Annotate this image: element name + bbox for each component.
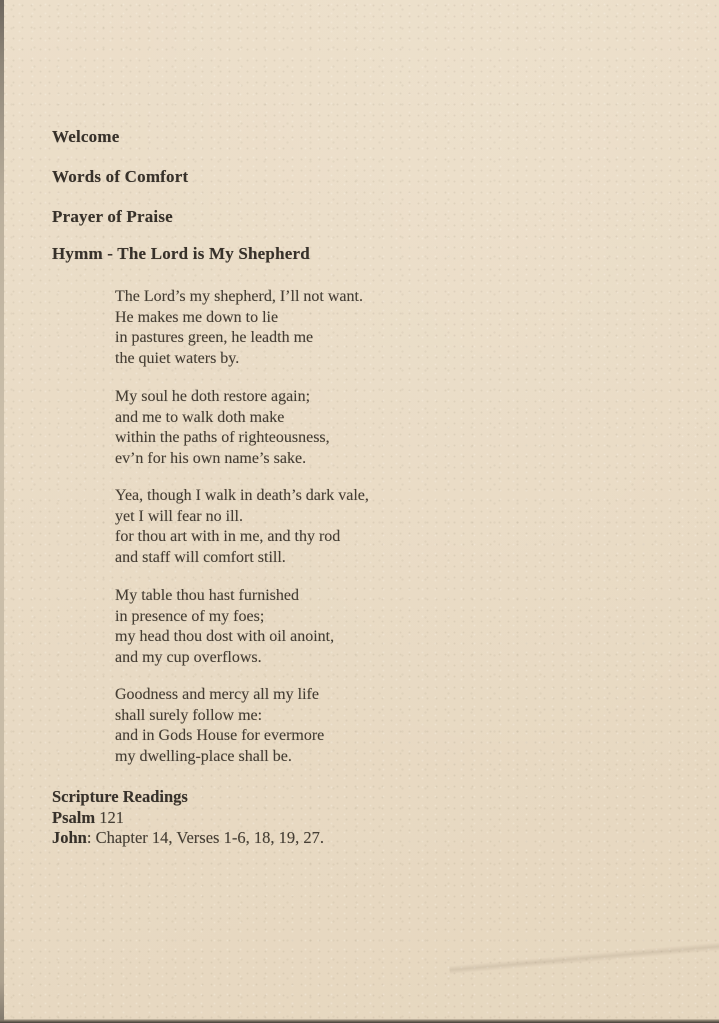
scripture-reading-psalm — [52, 808, 324, 829]
hymn-line: and my cup overflows. — [115, 648, 262, 666]
hymn-line: and me to walk doth make — [115, 408, 285, 426]
hymn-line: the quiet waters by. — [115, 349, 240, 367]
scripture-reference: : Chapter 14, Verses 1-6, 18, 19, 27. — [86, 828, 324, 848]
hymn-line: my dwelling-place shall be. — [115, 747, 292, 765]
hymn-heading: Hymm - The Lord is My Shepherd — [52, 244, 310, 263]
scripture-readings-heading: Scripture Readings — [52, 787, 188, 806]
hymn-line: in presence of my foes; — [115, 607, 265, 625]
hymn-line: The Lord’s my shepherd, I’ll not want. — [115, 288, 363, 305]
hymn-stanza-3 — [115, 486, 369, 568]
hymn-line: in pastures green, he leadth me — [115, 329, 314, 346]
hymn-line: and staff will comfort still. — [115, 548, 286, 566]
hymn-stanza-1 — [115, 287, 363, 369]
hymn-line: yet I will fear no ill. — [115, 507, 243, 525]
hymn-line: shall surely follow me: — [115, 706, 263, 724]
scan-edge-bottom — [0, 1019, 719, 1023]
hymn-line: He makes me down to lie — [115, 308, 279, 326]
hymn-line: within the paths of righteousness, — [115, 429, 330, 446]
hymn-line: ev’n for his own name’s sake. — [115, 449, 307, 467]
scripture-book-label: John — [52, 828, 87, 848]
order-item-prayer-of-praise: Prayer of Praise — [52, 207, 173, 226]
scan-edge-left — [0, 0, 4, 1023]
hymn-line: My soul he doth restore again; — [115, 388, 311, 405]
hymn-line: for thou art with in me, and thy rod — [115, 528, 341, 545]
scripture-readings-section — [52, 787, 324, 849]
scripture-book-label: Psalm — [52, 807, 96, 827]
hymn-stanza-5 — [115, 685, 324, 767]
order-item-words-of-comfort: Words of Comfort — [52, 167, 189, 186]
scripture-reference: 121 — [95, 807, 124, 827]
scripture-reading-john — [52, 828, 324, 849]
hymn-line: Goodness and mercy all my life — [115, 686, 319, 703]
paper-crease-shadow — [448, 926, 719, 988]
hymn-line: and in Gods House for evermore — [115, 727, 325, 744]
hymn-stanza-2 — [115, 387, 330, 469]
hymn-line: my head thou dost with oil anoint, — [115, 628, 335, 645]
hymn-line: My table thou hast furnished — [115, 587, 299, 604]
hymn-stanza-4 — [115, 586, 334, 668]
order-item-welcome: Welcome — [52, 127, 120, 146]
hymn-line: Yea, though I walk in death’s dark vale, — [115, 487, 369, 504]
